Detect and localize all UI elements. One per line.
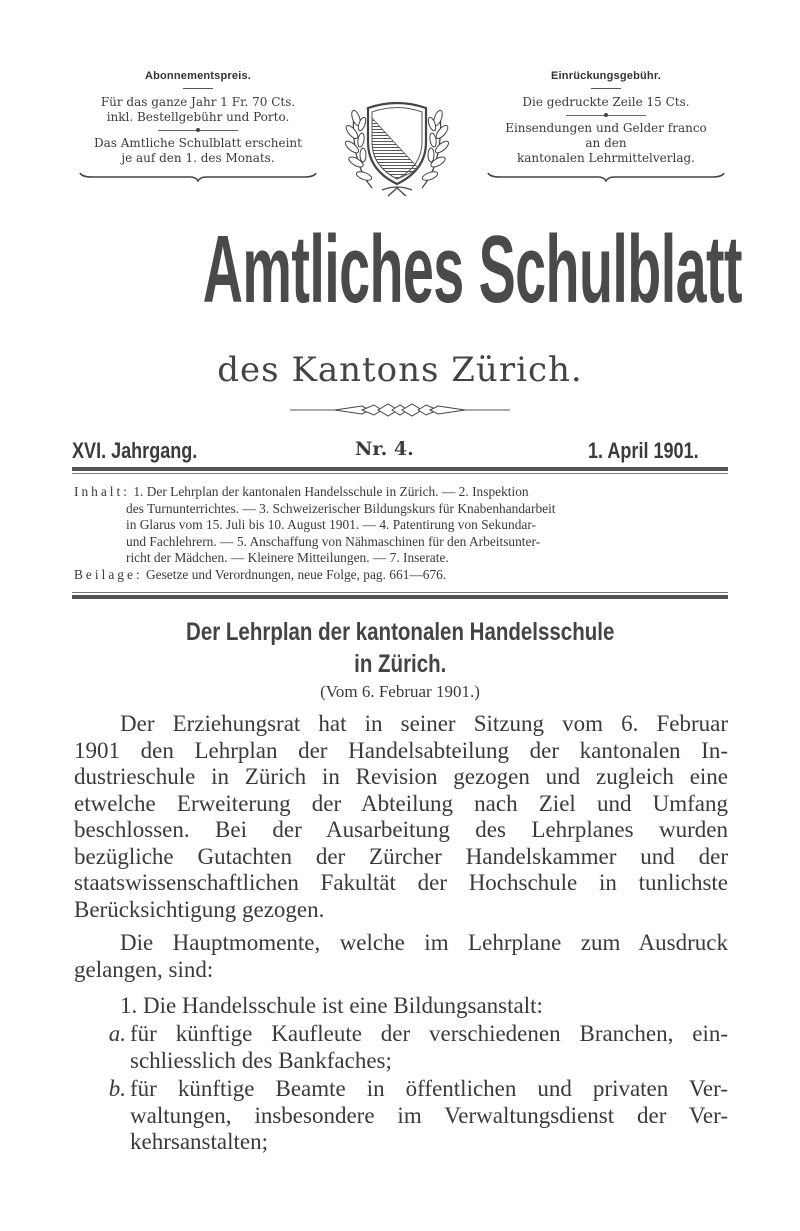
article-paragraph-2 (74, 930, 728, 983)
publication-note-line: Das Amtliche Schulblatt erscheint (94, 136, 302, 150)
brace-ornament (78, 172, 318, 182)
text-line: Der Erziehungsrat hat in seiner Sitzung vom 6. Februar (120, 711, 728, 736)
contents-line: in Glarus vom 15. Juli bis 10. August 1901. — 4. Patentirung von Sekundar- (126, 517, 536, 532)
short-rule (591, 88, 621, 89)
subscription-box (66, 70, 330, 186)
article-dateline: (Vom 6. Februar 1901.) (320, 682, 480, 701)
submission-note-line: Einsendungen und Gelder franco (505, 121, 707, 135)
contents-label: Inhalt: (74, 484, 130, 499)
subscription-price-line: inkl. Bestellgebühr und Porto. (106, 110, 290, 124)
article-paragraph-1 (74, 711, 728, 923)
dot-separator (158, 130, 238, 131)
text-line: staatswissenschaftlichen Fakultät der Hochschule in tunlichste (74, 870, 728, 895)
contents-line: und Fachlehrern. — 5. Anschaffung von Nähmaschinen für den Arbeitsunter- (126, 533, 541, 549)
text-line: 1901 den Lehrplan der Handelsabteilung der kantonalen In- (74, 737, 728, 763)
contents-block (74, 484, 730, 567)
issue-date: 1. April 1901. (588, 438, 699, 463)
article-title (0, 616, 800, 680)
article-title-line: in Zürich. (353, 650, 447, 678)
list-marker: a. (108, 1021, 126, 1046)
text-line: waltungen, insbesondere im Verwaltungsdienst der Ver- (130, 1102, 728, 1128)
text-line: Berücksichtigung gezogen. (74, 896, 325, 922)
ad-price-line: Die gedruckte Zeile 15 Cts. (522, 95, 690, 109)
submission-note-line: kantonalen Lehrmittelverlag. (516, 151, 695, 165)
advertising-title: Einrückungsgebühr. (551, 70, 661, 82)
double-rule (72, 467, 728, 474)
masthead-title: Amtliches Schulblatt (202, 216, 742, 323)
subpoint-a (74, 1021, 728, 1074)
contents-line: 1. Der Lehrplan der kantonalen Handelsschule in Zürich. — 2. Inspektion (133, 484, 529, 499)
issue-info-row (72, 438, 732, 464)
text-line: etwelche Erweiterung der Abteilung nach Ziel und Umfang (74, 790, 728, 816)
article-point-1 (74, 993, 728, 1020)
text-line: Die Hauptmomente, welche im Lehrplane zum Ausdruck (120, 930, 728, 955)
text-line: 1. Die Handelsschule ist eine Bildungsanstalt: (120, 993, 543, 1018)
text-line: bezügliche Gutachten der Zürcher Handelskammer und der (74, 843, 728, 869)
zurich-shield-icon (342, 92, 452, 202)
text-line: gelangen, sind: (74, 956, 214, 982)
brace-ornament (486, 172, 726, 182)
volume-label: XVI. Jahrgang. (72, 438, 198, 463)
table-of-contents (74, 484, 730, 583)
text-line: für künftige Beamte in öffentlichen und privaten Ver- (130, 1076, 728, 1101)
text-line: für künftige Kaufleute der verschiedenen Branchen, ein- (130, 1021, 728, 1046)
issue-number: Nr. 4. (355, 438, 414, 460)
supplement-label: Beilage: (74, 566, 143, 582)
submission-note-line: an den (585, 136, 627, 150)
subpoint-b (74, 1076, 728, 1156)
supplement-text: Gesetze und Verordnungen, neue Folge, pag. 661—676. (145, 566, 447, 582)
double-rule (72, 592, 728, 599)
list-marker: b. (108, 1076, 126, 1101)
dot-separator (566, 115, 646, 116)
contents-line: des Turnunterrichtes. — 3. Schweizerischer Bildungskurs für Knabenhandarbeit (126, 500, 556, 516)
text-line: kehrsanstalten; (130, 1129, 268, 1154)
subscription-price-line: Für das ganze Jahr 1 Fr. 70 Cts. (100, 95, 296, 109)
coat-of-arms-emblem (342, 92, 452, 202)
masthead-subtitle: des Kantons Zürich. (217, 350, 583, 390)
article-title-line: Der Lehrplan der kantonalen Handelsschule (185, 618, 615, 646)
advertising-box (474, 70, 738, 186)
text-line: beschlossen. Bei der Ausarbeitung des Lehrplanes wurden (74, 817, 728, 842)
short-rule (183, 88, 213, 89)
contents-line: richt der Mädchen. — Kleinere Mitteilungen. — 7. Inserate. (126, 550, 449, 565)
publication-note-line: je auf den 1. des Monats. (121, 151, 275, 165)
supplement-line (74, 567, 730, 584)
text-line: dustrieschule in Zürich in Revision gezogen und zugleich eine (74, 764, 728, 789)
subscription-title: Abonnementspreis. (144, 70, 252, 82)
text-line: schliesslich des Bankfaches; (130, 1047, 392, 1073)
ornamental-divider-icon (290, 402, 510, 418)
